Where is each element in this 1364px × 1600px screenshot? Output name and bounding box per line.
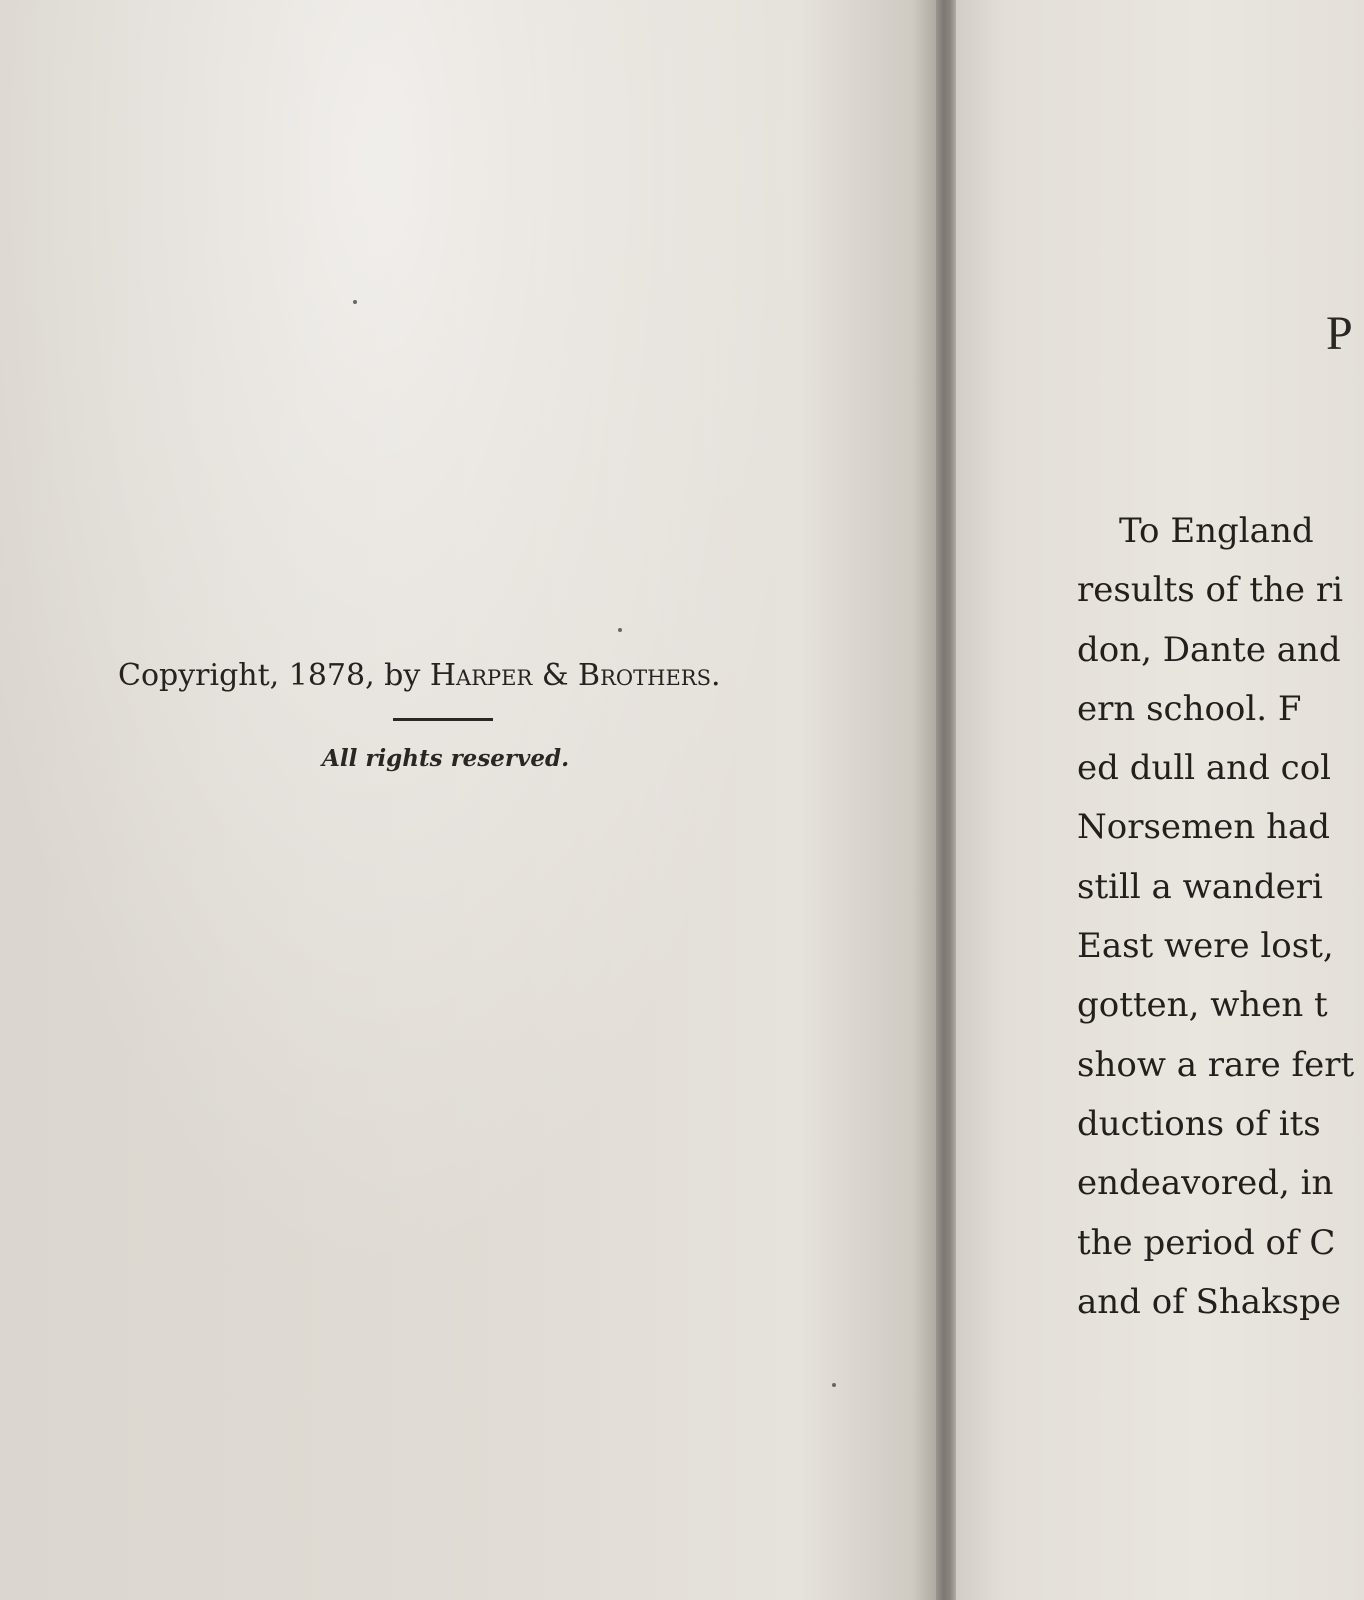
text-line: To England bbox=[1119, 511, 1314, 551]
copyright-line bbox=[118, 658, 778, 693]
rights-reserved: All rights reserved. bbox=[322, 745, 570, 772]
paper-speck bbox=[353, 300, 357, 304]
body-text bbox=[1077, 502, 1354, 1332]
text-line: endeavored, in bbox=[1077, 1163, 1334, 1204]
text-line: ern school. F bbox=[1077, 688, 1302, 729]
text-line: gotten, when t bbox=[1077, 985, 1328, 1026]
text-line: the period of C bbox=[1077, 1222, 1336, 1263]
divider-rule bbox=[393, 718, 493, 721]
heading-fragment: P bbox=[1326, 307, 1353, 360]
book-gutter bbox=[936, 0, 958, 1600]
text-line: don, Dante and bbox=[1077, 629, 1341, 670]
copyright-text: Copyright, 1878, by bbox=[118, 658, 430, 693]
text-line: East were lost, bbox=[1077, 926, 1334, 967]
text-line: ed dull and col bbox=[1077, 748, 1332, 789]
publisher-name: Harper & Brothers. bbox=[429, 658, 721, 693]
text-line: and of Shakspe bbox=[1077, 1281, 1341, 1322]
paper-speck bbox=[832, 1383, 836, 1387]
text-line: results of the ri bbox=[1077, 570, 1343, 611]
text-line: still a wanderi bbox=[1077, 866, 1323, 907]
text-line: show a rare fert bbox=[1077, 1044, 1355, 1085]
paper-speck bbox=[618, 628, 622, 632]
text-line: ductions of its bbox=[1077, 1103, 1321, 1144]
text-line: Norsemen had bbox=[1077, 807, 1331, 848]
